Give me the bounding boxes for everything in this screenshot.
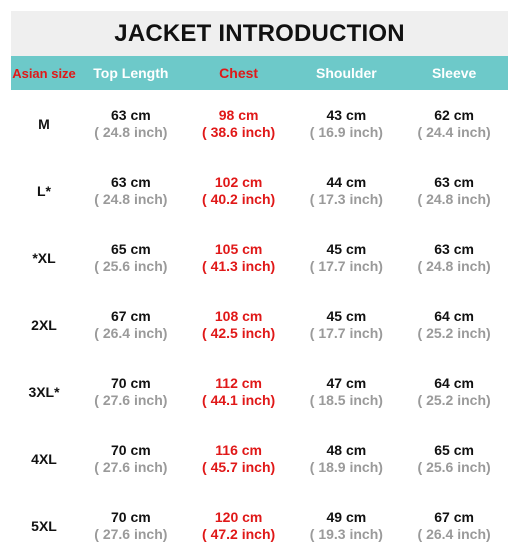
top-length-cell (77, 442, 185, 476)
cm-value: 112 cm (215, 374, 262, 391)
inch-value: ( 25.6 inch) (94, 257, 168, 274)
top-length-cell (77, 241, 185, 275)
size-label: 5XL (31, 517, 57, 534)
header-shoulder: Shoulder (316, 65, 377, 81)
inch-value: ( 16.9 inch) (309, 123, 383, 140)
table-header (11, 56, 508, 90)
chest-cell (185, 308, 293, 342)
size-label: *XL (32, 249, 56, 266)
cm-value: 65 cm (111, 240, 151, 257)
size-table (11, 90, 508, 559)
sleeve-cell (400, 308, 508, 342)
header-size: Asian size (12, 65, 76, 81)
chest-cell (185, 174, 293, 208)
cm-value: 45 cm (326, 240, 367, 257)
top-length-cell (77, 174, 185, 208)
top-length-cell (77, 107, 185, 141)
chest-cell (185, 107, 293, 141)
size-label: 4XL (31, 450, 57, 467)
sleeve-cell (400, 442, 508, 476)
shoulder-cell (293, 308, 401, 342)
cm-value: 63 cm (111, 106, 151, 123)
inch-value: ( 38.6 inch) (202, 123, 276, 140)
inch-value: ( 17.7 inch) (309, 324, 383, 341)
cm-value: 63 cm (111, 173, 151, 190)
chest-cell (185, 442, 293, 476)
cm-value: 64 cm (434, 307, 474, 324)
top-length-cell (77, 509, 185, 543)
inch-value: ( 27.6 inch) (94, 525, 168, 542)
header-chest: Chest (219, 65, 259, 81)
top-length-cell (77, 375, 185, 409)
size-label: L* (37, 182, 51, 199)
inch-value: ( 24.8 inch) (94, 190, 168, 207)
inch-value: ( 17.3 inch) (309, 190, 383, 207)
inch-value: ( 24.8 inch) (417, 257, 491, 274)
inch-value: ( 45.7 inch) (202, 458, 276, 475)
inch-value: ( 25.6 inch) (417, 458, 491, 475)
cm-value: 102 cm (214, 173, 263, 190)
inch-value: ( 47.2 inch) (202, 525, 276, 542)
size-label: 3XL* (28, 383, 60, 400)
cm-value: 70 cm (111, 508, 151, 525)
size-label: 2XL (31, 316, 57, 333)
sleeve-cell (400, 107, 508, 141)
cm-value: 70 cm (111, 441, 151, 458)
cm-value: 120 cm (214, 508, 263, 525)
inch-value: ( 27.6 inch) (94, 458, 168, 475)
inch-value: ( 17.7 inch) (309, 257, 383, 274)
shoulder-cell (293, 509, 401, 543)
cm-value: 108 cm (214, 307, 263, 324)
table-row (11, 358, 508, 425)
inch-value: ( 26.4 inch) (94, 324, 168, 341)
table-row (11, 425, 508, 492)
cm-value: 64 cm (434, 374, 474, 391)
table-row (11, 90, 508, 157)
table-row (11, 492, 508, 559)
cm-value: 63 cm (434, 240, 474, 257)
cm-value: 62 cm (434, 106, 474, 123)
cm-value: 47 cm (326, 374, 367, 391)
title-bar (11, 11, 508, 56)
sleeve-cell (400, 375, 508, 409)
inch-value: ( 41.3 inch) (202, 257, 276, 274)
table-row (11, 224, 508, 291)
chest-cell (185, 375, 293, 409)
chest-cell (185, 509, 293, 543)
inch-value: ( 24.8 inch) (417, 190, 491, 207)
shoulder-cell (293, 174, 401, 208)
inch-value: ( 40.2 inch) (202, 190, 276, 207)
inch-value: ( 25.2 inch) (417, 324, 491, 341)
cm-value: 44 cm (326, 173, 367, 190)
cm-value: 63 cm (434, 173, 474, 190)
chest-cell (185, 241, 293, 275)
inch-value: ( 27.6 inch) (94, 391, 168, 408)
cm-value: 65 cm (434, 441, 474, 458)
cm-value: 105 cm (214, 240, 263, 257)
cm-value: 43 cm (326, 106, 367, 123)
table-row (11, 291, 508, 358)
inch-value: ( 26.4 inch) (417, 525, 491, 542)
inch-value: ( 24.4 inch) (417, 123, 491, 140)
cm-value: 48 cm (326, 441, 367, 458)
sleeve-cell (400, 509, 508, 543)
size-label: M (38, 115, 50, 132)
cm-value: 45 cm (326, 307, 367, 324)
header-sleeve: Sleeve (431, 65, 477, 81)
cm-value: 70 cm (111, 374, 151, 391)
header-top-length: Top Length (93, 65, 169, 81)
inch-value: ( 42.5 inch) (202, 324, 276, 341)
cm-value: 67 cm (434, 508, 474, 525)
shoulder-cell (293, 241, 401, 275)
inch-value: ( 24.8 inch) (94, 123, 168, 140)
shoulder-cell (293, 442, 401, 476)
cm-value: 49 cm (326, 508, 367, 525)
page-title: JACKET INTRODUCTION (114, 19, 405, 47)
inch-value: ( 18.9 inch) (309, 458, 383, 475)
shoulder-cell (293, 375, 401, 409)
cm-value: 98 cm (218, 106, 259, 123)
sleeve-cell (400, 174, 508, 208)
inch-value: ( 19.3 inch) (309, 525, 383, 542)
sleeve-cell (400, 241, 508, 275)
inch-value: ( 44.1 inch) (202, 391, 276, 408)
table-row (11, 157, 508, 224)
cm-value: 116 cm (215, 441, 262, 458)
shoulder-cell (293, 107, 401, 141)
top-length-cell (77, 308, 185, 342)
inch-value: ( 25.2 inch) (417, 391, 491, 408)
cm-value: 67 cm (111, 307, 151, 324)
inch-value: ( 18.5 inch) (309, 391, 383, 408)
